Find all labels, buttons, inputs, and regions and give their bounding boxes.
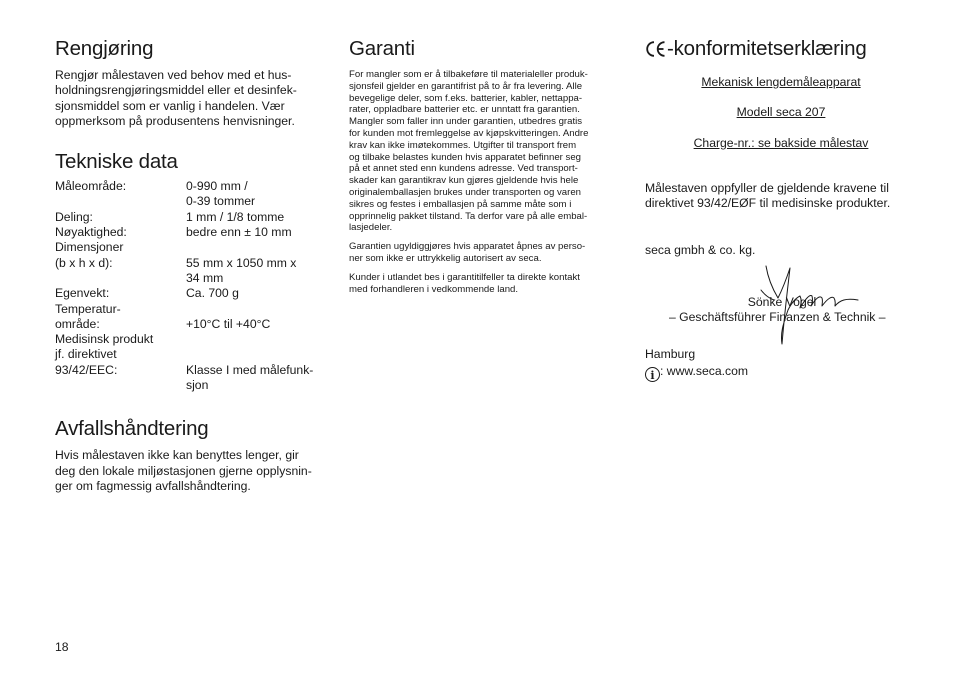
- spec-value: [186, 332, 330, 347]
- cleaning-heading: Rengjøring: [55, 37, 154, 60]
- spec-label: jf. direktivet: [55, 347, 117, 362]
- spec-row: [55, 317, 330, 332]
- spec-label: Medisinsk produkt: [55, 332, 154, 347]
- batch-number: Charge-nr.: se bakside målestav: [693, 135, 869, 150]
- disposal-line: ger om fagmessig avfallshåndtering.: [55, 478, 251, 493]
- signer-title: – Geschäftsführer Finanzen & Technik –: [669, 310, 886, 325]
- spec-row: [55, 240, 330, 255]
- spec-row: [55, 225, 330, 240]
- warranty-line: krav kan ikke imøtekommes. Utgifter til transport frem: [349, 139, 577, 151]
- spec-value: Ca. 700 g: [186, 286, 239, 301]
- city: Hamburg: [645, 347, 696, 362]
- spec-value: 0-990 mm /: [186, 179, 248, 194]
- spec-value: 0-39 tommer: [186, 194, 256, 209]
- warranty-line: med forhandleren i vedkommende land.: [349, 283, 519, 295]
- warranty-line: lasjedeler.: [349, 222, 393, 234]
- signer-name: Sönke Vogel: [747, 294, 817, 309]
- spec-label: Måleområde:: [55, 179, 127, 194]
- disposal-heading: Avfallshåndtering: [55, 417, 209, 441]
- spec-label: [55, 194, 186, 209]
- spec-row: [55, 179, 330, 194]
- warranty-line: Garantien ugyldiggjøres hvis apparatet åpnes av perso-: [349, 241, 586, 253]
- spec-label: 93/42/EEC:: [55, 362, 118, 377]
- conformity-heading-text: -konformitetserklæring: [667, 37, 867, 60]
- cleaning-line: holdningsrengjøringsmiddel eller et desinfek-: [55, 83, 297, 98]
- statement-line: direktivet 93/42/EØF til medisinske produkter.: [645, 196, 891, 211]
- signature-icon: [752, 262, 862, 350]
- spec-value: [186, 347, 330, 362]
- spec-row: [55, 302, 330, 317]
- warranty-line: ner som ikke er uttrykkelig autorisert av seca.: [349, 252, 542, 264]
- warranty-line: Kunder i utlandet bes i garantitilfeller ta direkte kontakt: [349, 271, 580, 283]
- spec-label: Dimensjoner: [55, 240, 124, 255]
- disposal-line: deg den lokale miljøstasjonen gjerne opplysnin-: [55, 463, 312, 478]
- warranty-line: For mangler som er å tilbakeføre til materialeller produk-: [349, 69, 588, 80]
- spec-label: Egenvekt:: [55, 286, 110, 301]
- disposal-line: Hvis målestaven ikke kan benyttes lenger, gir: [55, 448, 299, 463]
- company-name: seca gmbh & co. kg.: [645, 243, 756, 258]
- cleaning-line: Rengjør målestaven ved behov med et hus-: [55, 68, 292, 82]
- warranty-line: sikres og festes i emballasjen på samme måte som i: [349, 198, 572, 210]
- page-number: 18: [55, 640, 69, 654]
- warranty-line: rater, oppladbare batterier etc. er unntatt fra garantien.: [349, 104, 580, 116]
- spec-label: Nøyaktighed:: [55, 225, 127, 240]
- spec-value: bedre enn ± 10 mm: [186, 225, 292, 240]
- conformity-heading: [645, 36, 920, 62]
- spec-value: 1 mm / 1/8 tomme: [186, 209, 285, 224]
- spec-row: [55, 378, 330, 393]
- warranty-line: på et annet sted enn kundens adresse. Ved transport-: [349, 163, 578, 175]
- disposal-text: [55, 448, 330, 494]
- spec-row: [55, 363, 330, 378]
- spec-row: [55, 271, 330, 286]
- warranty-heading: Garanti: [349, 37, 415, 60]
- warranty-paragraph-2: [349, 241, 624, 265]
- spec-value: sjon: [186, 378, 209, 393]
- conformity-statement: [645, 181, 920, 212]
- spec-value: +10°C til +40°C: [186, 316, 271, 331]
- info-icon: i: [645, 367, 660, 382]
- cleaning-line: oppmerksom på produsentens henvisninger.: [55, 113, 295, 128]
- spec-row: [55, 194, 330, 209]
- warranty-line: skader kan garantikrav kun gjøres gjeldende hvis hele: [349, 175, 579, 187]
- spec-label: Temperatur-: [55, 301, 121, 316]
- device-model: Modell seca 207: [736, 105, 826, 120]
- spec-label: [55, 271, 186, 286]
- column-middle: [349, 36, 624, 295]
- spec-row: [55, 347, 330, 362]
- spec-row: [55, 286, 330, 301]
- spec-value: 55 mm x 1050 mm x: [186, 255, 297, 270]
- spec-label: (b x h x d):: [55, 255, 113, 270]
- warranty-paragraph-3: [349, 272, 624, 296]
- technical-data-heading: Tekniske data: [55, 150, 178, 174]
- technical-data-table: [55, 179, 330, 393]
- warranty-paragraph-1: [349, 69, 624, 234]
- warranty-line: originalemballasjen brukes under transporten og varen: [349, 186, 581, 198]
- warranty-line: opprinnelig pakket tilstand. Ta derfor vare på alle embal-: [349, 210, 588, 222]
- spec-value: 34 mm: [186, 270, 224, 285]
- spec-row: [55, 256, 330, 271]
- statement-line: Målestaven oppfyller de gjeldende kravene til: [645, 180, 889, 195]
- warranty-line: Mangler som faller inn under garantien, utbedres gratis: [349, 116, 583, 128]
- column-left: [55, 36, 330, 494]
- warranty-line: og tilbake belastes kunden hvis apparatet befinner seg: [349, 151, 582, 163]
- warranty-line: for kunden mot fremleggelse av kjøpskvitteringen. Andre: [349, 127, 589, 139]
- website: : www.seca.com: [660, 363, 749, 378]
- spec-row: [55, 332, 330, 347]
- warranty-line: sjonsfeil gjelder en garantifrist på to år fra levering. Alle: [349, 80, 583, 92]
- website-line: [645, 364, 920, 382]
- spec-label: [55, 378, 186, 393]
- cleaning-text: [55, 68, 330, 129]
- spec-label: Deling:: [55, 209, 93, 224]
- spec-value: [186, 302, 330, 317]
- spec-value: [186, 240, 330, 255]
- warranty-line: bevegelige deler, som f.eks. batterier, kabler, nettappa-: [349, 92, 583, 104]
- spec-value: Klasse I med målefunk-: [186, 362, 314, 377]
- spec-row: [55, 210, 330, 225]
- device-type: Mekanisk lengdemåleapparat: [701, 75, 861, 89]
- spec-label: område:: [55, 316, 100, 331]
- cleaning-line: sjonsmiddel som er vanlig i handelen. Vær: [55, 98, 285, 113]
- ce-mark-icon: [645, 40, 666, 58]
